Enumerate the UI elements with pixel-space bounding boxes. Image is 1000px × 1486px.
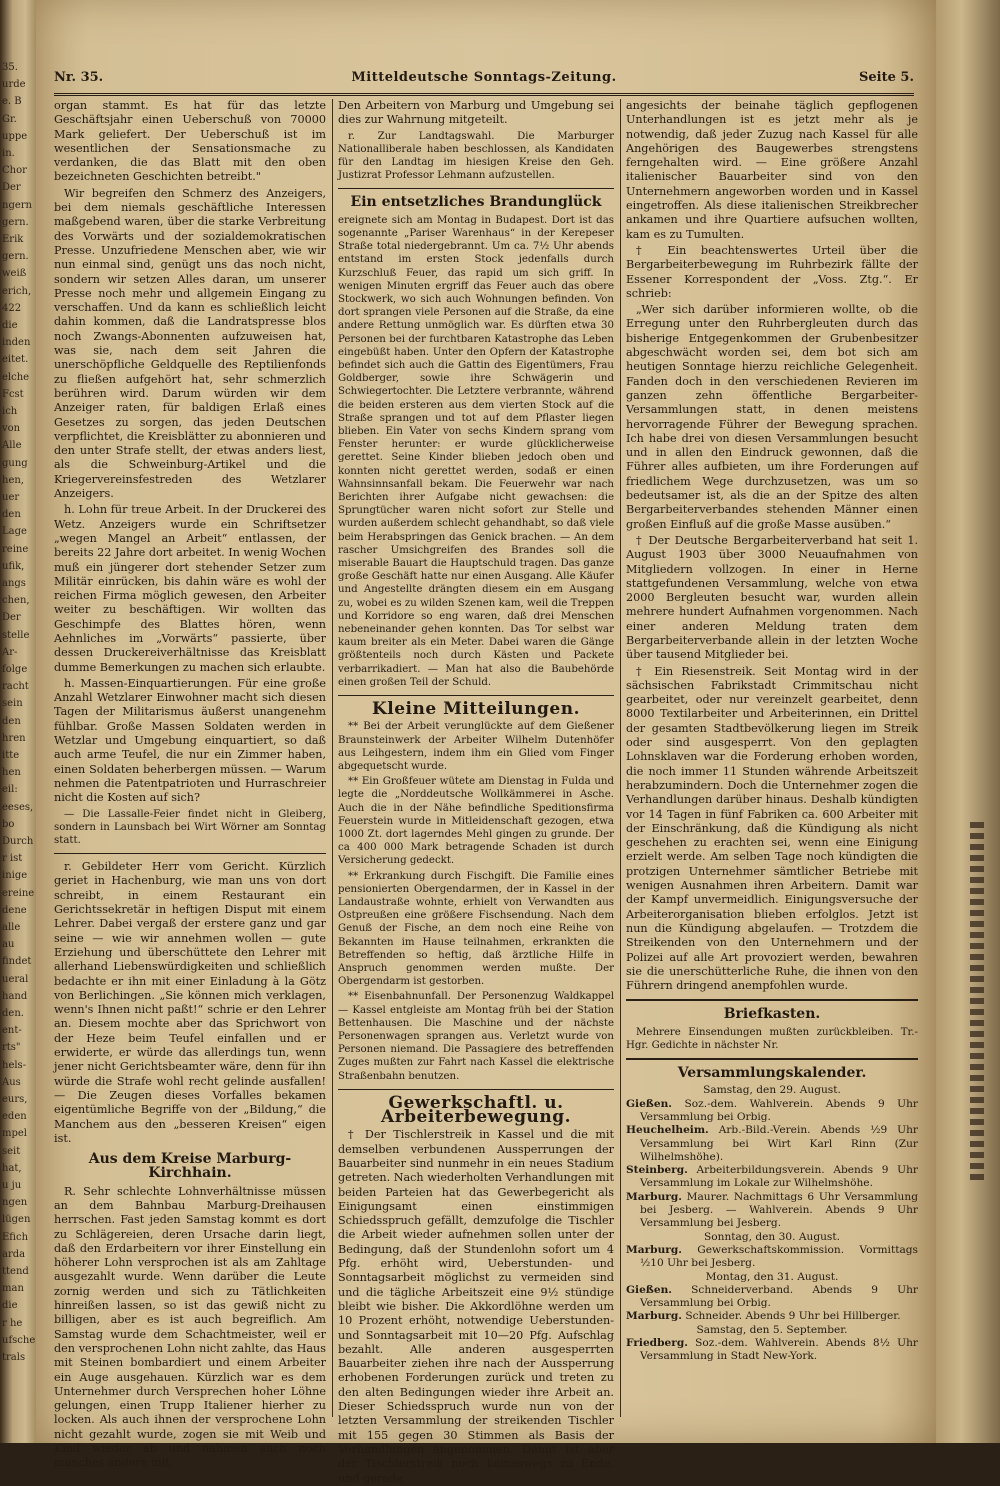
kalender-date: Montag, den 31. August. [705, 1270, 839, 1283]
binding-text-fragment: erich, [2, 285, 32, 297]
binding-text-fragment: ent- [2, 1025, 22, 1037]
column-divider [620, 99, 621, 1417]
article-brandunglueck: ereignete sich am Montag in Budapest. Dort ist das sogenannte „Pariser Warenhaus“ in der Kerepeser Straße total niedergebrannt. Um ca. 7½ Uhr abends entstand im ersten Stock jedenfalls durch Kurzschluß Feuer, das rapid um sich griff. In wenigen Minuten ergriff das Feuer auch das obere Stockwerk, wo sich auch Wohnungen befinden. Von dort sprangen viele Personen auf die Straße, da eine andere Rettung unmöglich war. Es dürften etwa 30 Personen bei der furchtbaren Katastrophe das Leben eingebüßt haben. Unter den Opfern der Katastrophe befindet sich auch die Gattin des Eigentümers, Frau Goldberger, sowie ihre Schwägerin und Schwiegertochter. Die Letztere verbrannte, während die beiden ersteren aus dem vierten Stock auf die Straße sprangen und tot auf dem Pflaster liegen blieben. Ein Vater von sechs Kindern sprang vom Fenster herunter: er wurde glücklicherweise gerettet. Seine Kinder blieben jedoch oben und konnten nicht gerettet werden, sodaß er einen Wahnsinnsanfall bekam. Die Feuerwehr war nach Berichten ihrer Aufgabe nicht gewachsen: die Sprungtücher waren nicht sofort zur Stelle und wurden außerdem schlecht gehandhabt, so daß viele beim Herabspringen das Genick brachen. — An dem rascher Umsichgreifen des Brandes soll die miserable Bauart die Hauptschuld tragen. Das ganze große Geschäft hatte nur einen Ausgang. Alle Käufer und Angestellte drängten diesem ein em Ausgang zu, wobei es zu wilden Szenen kam, weil die Treppen und Korridore so eng waren, daß drei Menschen nebeneinander gehen konnten. Das Tor selbst war kaum breiter als ein Meter. Dabei waren die Gänge größtenteils noch durch Kästen und Packete verbarrikadiert. — Man hat also die Baubehörde einen großen Teil der Schuld. [338, 214, 614, 688]
divider [338, 1089, 614, 1090]
binding-text-fragment: inden [2, 337, 31, 349]
binding-text-fragment: eden [2, 1111, 27, 1123]
kalender-place: Marburg. [626, 1243, 682, 1256]
binding-text-fragment: ueral [2, 973, 29, 985]
binding-text-fragment: Efich [2, 1231, 29, 1243]
article-massen-einquartierungen: h. Massen-Einquartierungen. Für eine große Anzahl Wetzlarer Einwohner macht sich diesen Tagen der Militarismus äußerst unangenehm fühlbar. Große Massen Soldaten werden in Wetzlar und Umgebung einquartiert, so daß auch arme Teufel, die nur ein Zimmer haben, einen Soldaten beherbergen müssen. — Warum nehmen die Patentpatrioten und Hurraschreier nicht die Kosten auf sich? [54, 676, 326, 805]
binding-text-fragment: r ist [2, 853, 23, 865]
article-lohnverhaeltnisse: R. Sehr schlechte Lohnverhältnisse müssen an dem Bahnbau Marburg-Dreihausen herrschen. Fast jeden Samstag kommt es dort zu Schlägereien, deren Ursache darin liegt, daß den Erdarbeitern vor ihrer Einstellung ein höherer Lohn versprochen ist als am Zahltage ausgezahlt wurde. Wenn darüber die Leute zornig werden und sich zu Tätlichkeiten hinreißen lassen, so ist das gewiß nicht zu billigen, aber es ist auch begreiflich. Am Samstag wurde dem Schachtmeister, weil er den versprochenen Lohn nicht zahlte, das Haus mit Steinen bombardiert und einem Arbeiter ein Auge ausgehauen. Kürzlich war es dem Unternehmer durch Versprechen hoher Löhne gelungen, einen Trupp Italiener hierher zu locken. Als auch ihnen der versprochene Lohn nicht gezahlt wurde, zogen sie mit Weib und Kind wieder ab und nahmen auch noch manches andere mit. [54, 1184, 326, 1470]
binding-text-fragment: ufsche [2, 1334, 36, 1346]
article-riesenstreik: † Ein Riesenstreik. Seit Montag wird in der sächsischen Fabrikstadt Crimmitschau nicht gearbeitet, oder nur vereinzelt gearbeitet, denn 8000 Textilarbeiter und Arbeiterinnen, ein Drittel der gesamten Stadtbevölkerung liegen im Streik oder sind ausgesperrt. Von den geplagten Lohnsklaven war die Forderung erhoben worden, die noch immer 11 Stunden währende Arbeitszeit herabzumindern. Doch die Unternehmer zogen die Verhandlungen darüber hinaus. Deshalb kündigten vor 14 Tagen in fünf Fabriken ca. 600 Arbeiter mit der Einschränkung, daß die Kündigung als nicht geschehen zu erachten sei, wenn eine Einigung erzielt werde. Am selben Tage noch kündigten die protzigen Unternehmer sämtlicher Betriebe mit wenigen Ausnahmen ihren Arbeitern. Damit war der Kampf unvermeidlich. Einigungsversuche der Arbeiterorganisation blieben erfolglos. Jetzt ist nun die Kündigung abgelaufen. — Trotzdem die Streikenden von den Unternehmern und der Polizei auf alle Art provoziert werden, bewahren sie die unerschütterliche Ruhe, die ihnen von den Führern dringend anempfohlen wurde. [626, 664, 918, 993]
binding-text-fragment: bo [2, 818, 15, 830]
kalender-text: Arb.-Bild.-Verein. Abends ½9 Uhr Versammlung bei Wirt Karl Rinn (Zur Wilhelmshöhe). [640, 1124, 918, 1163]
kalender-entry [626, 1284, 918, 1311]
binding-text-fragment: die [2, 1300, 18, 1312]
divider [338, 695, 614, 696]
binding-text-fragment: chen, [2, 595, 30, 607]
page-header [54, 70, 914, 92]
kalender-entry [626, 1098, 918, 1125]
heading-brandunglueck: Ein entsetzliches Brandunglück [350, 194, 602, 211]
article-lohn-treue-arbeit: h. Lohn für treue Arbeit. In der Druckerei des Wetz. Anzeigers wurde ein Schriftsetzer „wegen Mangel an Arbeit“ entlassen, der bereits 22 Jahre dort arbeitet. In wenig Wochen muß ein jüngerer dort stehender Setzer zum Militär einrücken, bis dahin wäre es wohl der reichen Firma möglich gewesen, den Arbeiter weiter zu beschäftigen. Wir wollten das Geschimpfe des Blattes hören, wenn Aehnliches im „Vorwärts“ passierte, über dessen Druckereiverhältnisse das Kreisblatt dumme Bemerkungen zu machen sich erlaubte. [54, 503, 326, 674]
kalender-entry [626, 1337, 918, 1364]
binding-text-fragment: den [2, 715, 21, 727]
binding-text-fragment: elche [2, 371, 30, 383]
binding-text-fragment: Ar- [2, 646, 18, 658]
article-paragraph: angesichts der beinahe täglich gepflogenen Unterhandlungen ist es jetzt mehr als je notwendig, daß jeder Zuzug nach Kassel für alle Angehörigen des Baugewerbes strengstens ferngehalten wird. — Eine größere Anzahl italienischer Bauarbeiter sind von den Unternehmern angeworben worden und in Kassel eingetroffen. Als diese italienischen Streikbrecher ankamen und ihre Quartiere aufsuchen wollten, kam es zu Tumulten. [626, 99, 918, 241]
kalender-text: Gewerkschaftskommission. Vormittags ½10 Uhr bei Jesberg. [640, 1243, 918, 1270]
binding-text-fragment: Aus [2, 1076, 21, 1088]
kalender-text: Soz.-dem. Wahlverein. Abends 9 Uhr Versammlung bei Orbig. [640, 1097, 918, 1123]
binding-text-fragment: racht [2, 681, 29, 693]
binding-text-fragment: Der [2, 612, 21, 624]
binding-text-fragment: au [2, 939, 15, 951]
kalender-place: Steinberg. [626, 1164, 688, 1177]
kalender-entry [626, 1244, 918, 1271]
divider [626, 1058, 918, 1060]
heading-gewerkschaft: Gewerkschaftl. u. Arbeiterbewegung. [381, 1092, 571, 1128]
kalender-text: Arbeiterbildungsverein. Abends 9 Uhr Versammlung im Lokale zur Wilhelmshöhe. [640, 1164, 918, 1190]
kalender-date: Samstag, den 29. August. [703, 1084, 841, 1097]
article-tischlerstreik: † Der Tischlerstreik in Kassel und die mit demselben verbundenen Aussperrungen der Bauarbeiter sind nunmehr in ein neues Stadium getreten. Nach wiederholten Verhandlungen mit beiden Parteien hat das Gewerbegericht als Einigungsamt einen einstimmigen Schiedsspruch gefällt, demzufolge die Tischler die Arbeit wieder aufnehmen sollen unter der Bedingung, daß der Stundenlohn sofort um 4 Pfg. erhöht wird, Ueberstunden- und Sonntagsarbeit möglichst zu vermeiden sind und die tägliche Arbeitszeit eine 9½ stündige bleibt wie bisher. Die Akkordlöhne werden um 10 Prozent erhöht, notwendige Ueberstunden- und Sonntagsarbeit mit 10—20 Pfg. Aufschlag bezahlt. Alle anderen ausgesperrten Bauarbeiter ziehen ihre nach der Aussperrung erhobenen Forderungen zurück und treten zu den alten Bedingungen wieder ihre Arbeit an. Dieser Schiedsspruch wurde nun von der letzten Versammlung der streikenden Tischler mit 155 gegen 30 Stimmen als Basis der Verhandlungen angenommen. Damit ist aber der Tischlerstreik noch keineswegs zu Ende, und gerade [338, 1128, 614, 1485]
kalender-text: Schneider. Abends 9 Uhr bei Hillberger. [681, 1310, 901, 1323]
binding-text-fragment: eeses, [2, 801, 34, 813]
binding-text-fragment: weiß [2, 268, 27, 280]
binding-text-fragment: Alle [2, 440, 22, 452]
notice-grossfeuer: ** Ein Großfeuer wütete am Dienstag in Fulda und legte die „Norddeutsche Wollkämmerei in Asche. Auch die in der Nähe befindliche Speditionsfirma Feuerstein wurde in Mitleidenschaft gezogen, etwa 1000 Zt. dort lagerndes Mehl gingen zu grunde. Der ca 400 000 Mark betragende Schaden ist durch Versicherung gedeckt. [338, 776, 614, 867]
binding-text-fragment: sein [2, 698, 23, 710]
binding-text-fragment: 422 [2, 302, 22, 314]
article-paragraph: Den Arbeitern von Marburg und Umgebung sei dies zur Wahrnung mitgeteilt. [338, 99, 614, 127]
kalender-entry [626, 1310, 918, 1323]
binding-text-fragment: dene [2, 904, 27, 916]
edge-marking [970, 820, 984, 1180]
article-paragraph: Wir begreifen den Schmerz des Anzeigers, bei dem niemals geschäftliche Interessen maßgebend waren, über die starke Verbreitung des Vorwärts und der sozialdemokratischen Presse. Unzufriedene Menschen aber, wie wir nun einmal sind, genügt uns das noch nicht, sondern wir setzen Alles daran, um unserer Presse noch mehr und allgemein Eingang zu verschaffen. Und da kann es schließlich leicht dahin kommen, daß die Landratspresse blos noch Zwangs-Abonnenten aufzuweisen hat, was sie, nach dem seit Jahren die unerschöpfliche Geldquelle des Reptilienfonds zu fließen aufgehört hat, sehr schmerzlich berühren wird. Darum würden wir dem Anzeiger raten, für baldigen Erlaß eines Gesetzes zu sorgen, das jeden Deutschen verpflichtet, die Kreisblätter zu abonnieren und den unter Strafe stellt, der etwas anders liest, als die Schweinburg-Artikel und die Kriegervereinsfestreden des Wetzlarer Anzeigers. [54, 186, 326, 501]
binding-text-fragment: stelle [2, 629, 30, 641]
versammlungskalender-list [626, 1084, 918, 1363]
binding-text-fragment: uer [2, 492, 20, 503]
binding-text-fragment: rts" [2, 1042, 21, 1054]
column-2 [338, 99, 614, 1485]
kalender-text: Schneiderverband. Abends 9 Uhr Versammlung bei Orbig. [640, 1283, 918, 1310]
divider [338, 188, 614, 189]
binding-text-fragment: Gr. [2, 113, 17, 125]
binding-text-fragment: itte [2, 750, 20, 761]
issue-number: Nr. 35. [54, 70, 104, 85]
article-bergarbeiterverband: † Der Deutsche Bergarbeiterverband hat seit 1. August 1903 über 3000 Neuaufnahmen von Mitgliedern vollzogen. In einer in Herne stattgefundenen Versammlung, welche von etwa 2000 Bergleuten besucht war, wurden allein mehrere hundert Aufnahmen vorgenommen. Nach einer anderen Meldung traten dem Bergarbeiterverbande allein in der letzten Woche über tausend Mitglieder bei. [626, 533, 918, 662]
binding-text-fragment: gern. [2, 251, 29, 263]
binding-text-fragment: folge [2, 664, 28, 675]
kalender-place: Friedberg. [626, 1337, 688, 1350]
divider [54, 853, 326, 854]
binding-text-fragment: Der [2, 182, 21, 194]
column-divider [332, 99, 333, 1417]
binding-text-fragment: eitet. [2, 354, 29, 366]
binding-text-fragment: u ju [2, 1180, 22, 1191]
binding-text-fragment: ttend [2, 1266, 29, 1277]
binding-text-fragment: uppe [2, 130, 28, 142]
notice-eisenbahnunfall: ** Eisenbahnunfall. Der Personenzug Waldkappel — Kassel entgleiste am Montag früh bei der Station Bettenhausen. Die Maschine und der nächste Personenwagen sprangen aus. Verletzt wurde von Personen niemand. Die Passagiere des betreffenden Zuges mußten zur Fahrt nach Kassel die elektrische Straßenbahn benutzen. [338, 991, 614, 1082]
binding-text-fragment: von [2, 423, 21, 435]
article-paragraph: organ stammt. Es hat für das letzte Geschäftsjahr einen Ueberschuß von 70000 Mark geliefert. Der Ueberschuß ist im wesentlichen der Sensationsmache zu verdanken, die das Blatt mit den oben bezeichneten Geschichten betreibt." [54, 99, 326, 184]
column-1 [54, 99, 326, 1470]
binding-text-fragment: hat, [2, 1162, 22, 1174]
kalender-place: Heuchelheim. [626, 1124, 709, 1137]
kalender-text: Maurer. Nachmittags 6 Uhr Versammlung bei Jesberg. — Wahlverein. Abends 9 Uhr Versammlung bei Jesberg. [640, 1190, 918, 1230]
binding-text-fragment: Fcst [2, 388, 24, 400]
left-page-binding [0, 0, 36, 1443]
binding-text-fragment: Chor [2, 165, 27, 177]
kalender-place: Gießen. [626, 1283, 672, 1296]
header-rule [54, 93, 914, 96]
briefkasten-text: Mehrere Einsendungen mußten zurückbleiben. Tr.-Hgr. Gedichte in nächster Nr. [626, 1026, 918, 1051]
binding-text-fragment: den [2, 509, 21, 521]
binding-text-fragment: Erik [2, 234, 24, 245]
binding-text-fragment: seit [2, 1145, 21, 1157]
binding-text-fragment: 35. [2, 62, 18, 73]
notice-arbeit-verunglueckt: ** Bei der Arbeit verunglückte auf dem Gießener Braunsteinwerk der Arbeiter Wilhelm Dutenhöfer aus Leihgestern, indem ihm ein Glied vom Finger abgequetscht wurde. [338, 721, 614, 772]
binding-text-fragment: ngern [2, 199, 32, 211]
binding-text-fragment: gung [2, 457, 28, 469]
binding-text-fragment: lügen [2, 1214, 31, 1226]
binding-text-fragment: hen [2, 767, 21, 779]
column-3 [626, 99, 918, 1434]
kalender-date: Samstag, den 5. September. [696, 1323, 848, 1336]
divider [626, 999, 918, 1001]
binding-text-fragment: hren [2, 732, 26, 744]
binding-text-fragment: hand [2, 990, 28, 1002]
binding-text-fragment: r he [2, 1317, 23, 1329]
binding-text-fragment: eurs, [2, 1094, 28, 1105]
article-urteil-bergarbeiter: † Ein beachtenswertes Urteil über die Bergarbeiterbewegung im Ruhrbezirk fällte der Essener Korrespondent der „Voss. Ztg.“. Er schrieb: [626, 243, 918, 300]
heading-versammlungskalender: Versammlungskalender. [677, 1065, 867, 1082]
heading-kleine-mitteilungen: Kleine Mitteilungen. [371, 699, 580, 720]
binding-text-fragment: inige [2, 870, 28, 882]
kalender-entry [626, 1191, 918, 1231]
kalender-entry [626, 1124, 918, 1164]
binding-text-fragment: den. [2, 1008, 24, 1019]
kalender-entry [626, 1164, 918, 1191]
binding-text-fragment: arda [2, 1248, 26, 1260]
binding-text-fragment: e. B [2, 96, 22, 108]
newspaper-title: Mitteldeutsche Sonntags-Zeitung. [351, 70, 617, 85]
binding-text-fragment: reine [2, 543, 29, 555]
binding-text-fragment: trals [2, 1352, 26, 1363]
kalender-date: Sonntag, den 30. August. [704, 1230, 840, 1243]
binding-text-fragment: mpel [2, 1128, 27, 1140]
article-quote: „Wer sich darüber informieren wollte, ob die Erregung unter den Ruhrbergleuten durch das bisherige Entgegenkommen der Grubenbesitzer abgeschwächt worden sei, dem bot sich am heutigen Sonntage hierzu reichliche Gelegenheit. Fanden doch in den verschiedenen Revieren im ganzen zehn öffentliche Bergarbeiter-Versammlungen statt, in denen meistens hervorragende Führer der Bewegung sprachen. Ich habe drei von diesen Versammlungen besucht und in allen den Eindruck gewonnen, daß die Führer alles aufbieten, um ihre Forderungen auf friedlichem Wege durchzusetzen, was um so bedeutsamer ist, als die an der Spitze des alten Bergarbeiterverbandes stehenden Männer einen großen Einfluß auf die große Masse ausüben.“ [626, 303, 918, 531]
notice-fischgift: ** Erkrankung durch Fischgift. Die Familie eines pensionierten Obergendarmen, der in Kassel in der Landaustraße wohnte, erhielt von Verwandten aus Ostpreußen eine größere Fischsendung. Nach dem Genuß der Fische, an dem noch eine Reihe von Bekannten im Hause teilnahmen, erkrankten die Betreffenden so heftig, daß ärztliche Hilfe in Anspruch genommen werden mußte. Der Obergendarm ist gestorben. [338, 870, 614, 988]
heading-briefkasten: Briefkasten. [723, 1006, 821, 1023]
binding-text-fragment: ngen [2, 1197, 28, 1209]
binding-text-fragment: gern. [2, 216, 29, 228]
binding-text-fragment: ufik, [2, 560, 25, 572]
page-number: Seite 5. [859, 70, 914, 85]
kalender-place: Marburg. [626, 1310, 682, 1323]
binding-text-fragment: hen, [2, 474, 24, 486]
kalender-place: Marburg. [626, 1190, 682, 1203]
binding-text-fragment: findet [2, 956, 32, 968]
binding-text-fragment: Durch [2, 836, 34, 847]
binding-text-fragment: man [2, 1283, 24, 1295]
binding-text-fragment: urde [2, 79, 26, 91]
article-gebildeter-herr: r. Gebildeter Herr vom Gericht. Kürzlich geriet in Hachenburg, wie man uns von dort schreibt, in einem Restaurant ein Gerichtssekretär in heftigen Disput mit einem Lehrer. Dabei vergaß der erstere ganz und gar seine — wie wir annehmen wollen — gute Erziehung und überschüttete den Lehrer mit allerhand Liebenswürdigkeiten und schließlich bedachte er ihn mit einer Einladung à la Götz von Berlichingen. „Sie können mich verklagen, wenn's Ihnen nicht paßt!“ schrie er den Lehrer an. Diesem mochte aber das Sprichwort von der Heze beim Teufel einfallen und er erwiderte, er würde das allerdings tun, wenn jener nicht Gerichtsbeamter wäre, denn für ihn würde die Strafe wohl recht gelinde ausfallen! — Die Zeugen dieses Vorfalles bekamen eigentümliche Begriffe von der „Bildung,“ die Manchem aus den „besseren Kreisen“ eigen ist. [54, 860, 326, 1145]
binding-text-fragment: die [2, 320, 18, 331]
kalender-place: Gießen. [626, 1097, 672, 1110]
binding-text-fragment: alle [2, 922, 21, 933]
kalender-text: Soz.-dem. Wahlverein. Abends 8½ Uhr Versammlung in Stadt New-York. [640, 1337, 918, 1363]
binding-text-fragment: hels- [2, 1059, 27, 1071]
article-landtagswahl: r. Zur Landtagswahl. Die Marburger Nationalliberale haben beschlossen, als Kandidaten für den Landtag im hiesigen Kreise den Geh. Justizrat Professor Lehmann aufzustellen. [338, 130, 614, 182]
binding-text-fragment: eil: [2, 784, 18, 796]
notice-lassalle-feier: — Die Lassalle-Feier findet nicht in Gleiberg, sondern in Launsbach bei Wirt Wörner am Sonntag statt. [54, 808, 326, 846]
binding-text-fragment: ereine [2, 887, 35, 899]
binding-text-fragment: Lage [2, 526, 27, 538]
right-page-edge [936, 0, 1000, 1443]
binding-text-fragment: in. [2, 148, 15, 159]
binding-text-fragment: angs [2, 578, 26, 589]
binding-text-fragment: ich [2, 406, 18, 417]
section-heading-marburg: Aus dem Kreise Marburg-Kirchhain. [88, 1151, 292, 1182]
